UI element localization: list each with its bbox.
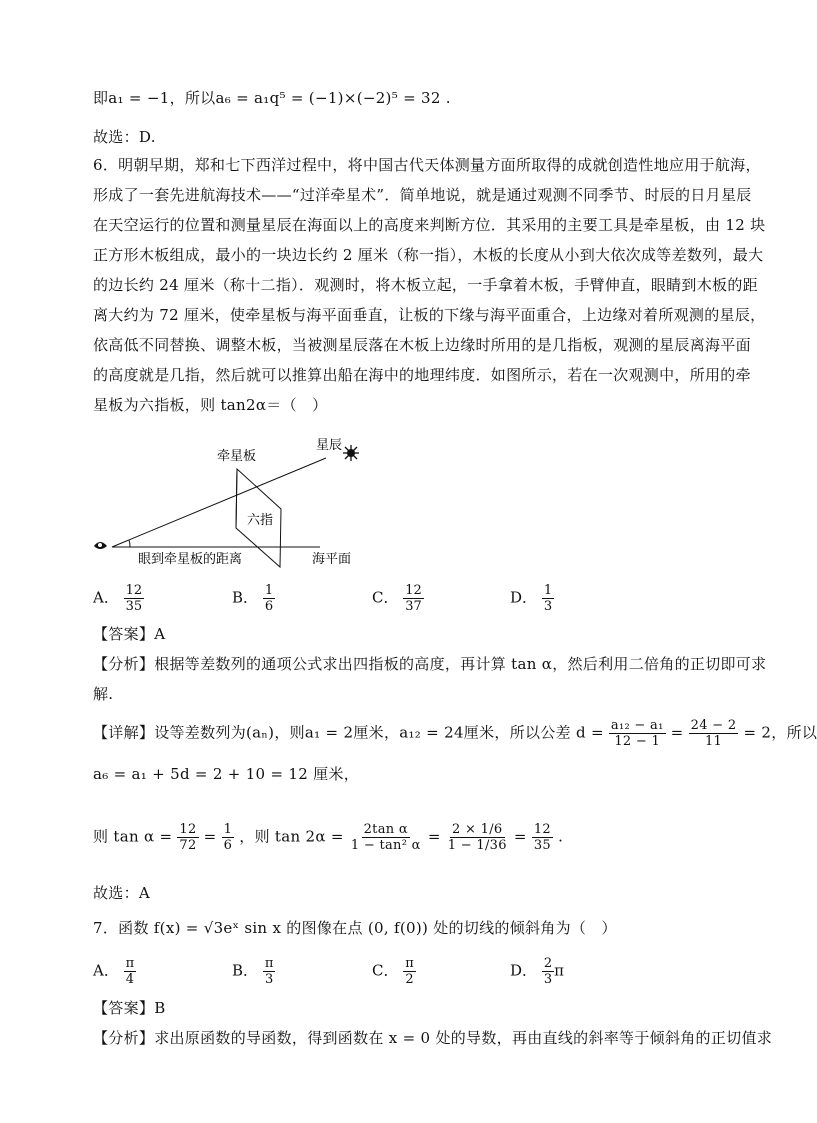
q6-text-line: 的边长约 24 厘米（称十二指）．观测时，将木板立起，一手拿着木板，手臂伸直，眼睛到木板的距 xyxy=(93,276,758,294)
q6-detail-line1: 【详解】设等差数列为(aₙ)，则a₁ = 2厘米，a₁₂ = 24厘米，所以公差 d = $\frac{\text{a₁₂ − a₁}}{12 - 1}$ = $\frac{24 - 2}{11}$ = 2，所以 xyxy=(93,718,817,749)
q6-analysis: 【分析】根据等差数列的通项公式求出四指板的高度，再计算 tan α，然后利用二倍角的正切即可求 xyxy=(93,655,767,673)
star-board-figure xyxy=(90,428,380,578)
option-d[interactable]: D． $\frac{1}{3}$ xyxy=(510,583,553,614)
star-icon xyxy=(343,445,359,461)
q7-answer: 【答案】B xyxy=(93,999,166,1017)
board-label: 牵星板 xyxy=(217,449,257,464)
q5-conclusion: 即a₁ = −1，所以a₆ = a₁q⁵ = (−1)×(−2)⁵ = 32 . xyxy=(93,89,451,107)
q6-text-line: 星板为六指板，则 tan2α＝（ ） xyxy=(93,396,328,414)
sea-label: 海平面 xyxy=(312,552,352,567)
q6-text-line: 依高低不同替换、调整木板，当被测星辰落在木板上边缘时所用的是几指板，观测的星辰离海平面 xyxy=(93,336,751,354)
q7-analysis: 【分析】求出原函数的导函数，得到函数在 x = 0 处的导数，再由直线的斜率等于倾斜角的正切值求 xyxy=(93,1029,773,1047)
q7-option-a[interactable]: A． $\frac{\pi}{4}$ xyxy=(93,956,135,987)
q6-detail-line3: 则 tan α = $\frac{12}{72}$ = $\frac{1}{6}$ ，则 tan 2α = $\frac{\text{2tan α}}{\text{1 − tan² α}}$ = $\frac{2 \times 1/6}{1 - 1/36}$ = $\frac{12}{35}$ . xyxy=(93,822,564,853)
q6-answer: 【答案】A xyxy=(93,625,166,643)
q6-text-line: 6．明朝早期，郑和七下西洋过程中，将中国古代天体测量方面所取得的成就创造性地应用于航海， xyxy=(93,156,761,174)
distance-label: 眼到牵星板的距离 xyxy=(138,552,243,567)
q7-option-b[interactable]: B． $\frac{\pi}{3}$ xyxy=(232,956,274,987)
option-c[interactable]: C． $\frac{12}{37}$ xyxy=(372,583,422,614)
board-vertical-edge xyxy=(236,469,237,528)
q6-detail-line2: a₆ = a₁ + 5d = 2 + 10 = 12 厘米， xyxy=(93,765,360,783)
q7-option-d[interactable]: D． $\frac{2}{3}$ π xyxy=(510,956,564,987)
option-b[interactable]: B． $\frac{1}{6}$ xyxy=(232,583,274,614)
q6-text-line: 正方形木板组成，最小的一块边长约 2 厘米（称一指），木板的长度从小到大依次成等差数列，最大 xyxy=(93,246,764,264)
q6-text-line: 形成了一套先进航海技术——“过洋牵星术”．简单地说，就是通过观测不同季节、时辰的日月星辰 xyxy=(93,186,752,204)
q6-analysis-cont: 解. xyxy=(93,685,114,703)
q5-answer: 故选：D. xyxy=(93,128,156,146)
sight-line xyxy=(112,458,326,547)
star-label: 星辰 xyxy=(316,438,343,453)
q7-stem: 7．函数 f(x) = √3eˣ sin x 的图像在点 (0, f(0)) 处的切线的倾斜角为（ ） xyxy=(93,919,617,937)
six-finger-label: 六指 xyxy=(247,513,274,528)
angle-arc xyxy=(129,540,130,547)
eye-icon xyxy=(94,542,107,549)
q6-final: 故选：A xyxy=(93,884,151,902)
q6-text-line: 的高度就是几指，然后就可以推算出船在海中的地理纬度．如图所示，若在一次观测中，所用的牵 xyxy=(93,366,751,384)
option-a[interactable]: A． $\frac{12}{35}$ xyxy=(93,583,143,614)
q6-text-line: 离大约为 72 厘米，使牵星板与海平面垂直，让板的下缘与海平面重合，上边缘对着所观测的星辰， xyxy=(93,306,766,324)
q7-option-c[interactable]: C． $\frac{\pi}{2}$ xyxy=(372,956,414,987)
q6-text-line: 在天空运行的位置和测量星辰在海面以上的高度来判断方位．其采用的主要工具是牵星板，由 12 块 xyxy=(93,216,766,234)
